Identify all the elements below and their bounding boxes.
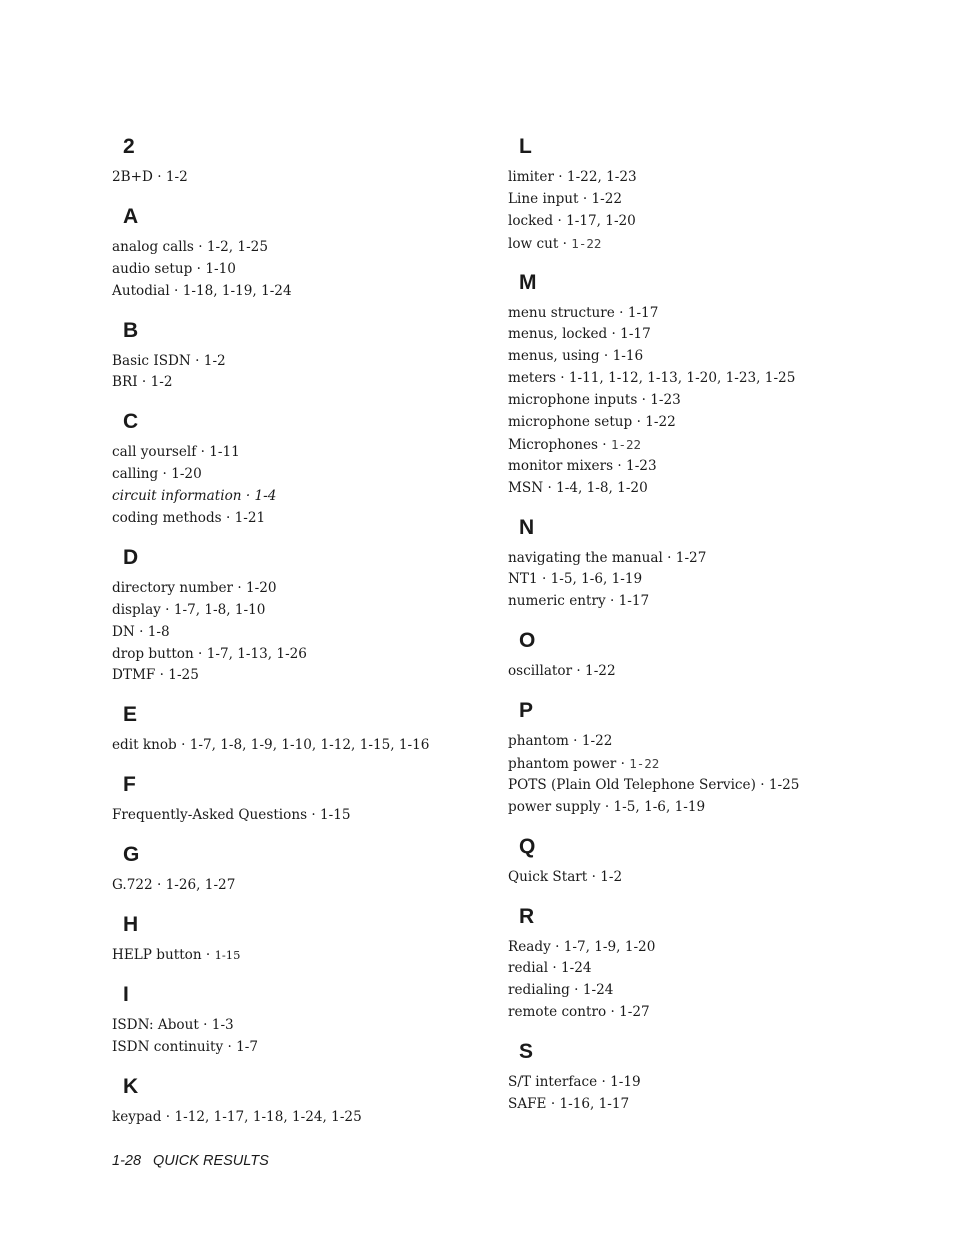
index-entry	[508, 569, 908, 591]
index-page-refs: 1-2	[165, 169, 188, 185]
index-page-refs: 1-25	[768, 776, 800, 793]
index-entry	[508, 661, 908, 683]
index-term: oscillator	[508, 663, 573, 680]
index-letter-heading: R	[519, 904, 535, 928]
index-letter-heading: K	[123, 1074, 139, 1098]
index-page-refs: 1-7, 1-8, 1-10	[173, 601, 266, 618]
index-page-refs: 1-22	[571, 235, 602, 251]
index-letter-heading: S	[519, 1040, 534, 1064]
index-entry-list	[112, 805, 492, 827]
index-entry	[508, 434, 908, 456]
index-term: directory number	[112, 579, 233, 596]
index-entry-list	[112, 1107, 492, 1129]
index-page-refs: 1-16, 1-17	[559, 1096, 630, 1113]
index-page-refs: 1-22	[585, 663, 616, 680]
index-page-refs: 1-17, 1-20	[566, 212, 636, 229]
index-page-refs: 1-4	[254, 488, 277, 505]
index-separator: ·	[223, 1038, 237, 1055]
index-entry	[508, 390, 908, 412]
index-term: microphone inputs	[508, 392, 638, 409]
index-term: redialing	[508, 982, 570, 999]
index-letter-heading: A	[123, 204, 139, 228]
index-entry	[508, 731, 908, 753]
index-separator: ·	[555, 370, 569, 387]
index-page-refs: 1-17	[620, 326, 651, 343]
index-separator: ·	[613, 457, 627, 474]
index-entry	[112, 1015, 492, 1037]
index-separator: ·	[553, 212, 567, 229]
index-term: display	[112, 601, 161, 618]
index-letter-heading: C	[123, 410, 139, 434]
index-page-refs: 1-7	[236, 1038, 259, 1055]
index-term: Quick Start	[508, 868, 588, 885]
index-entry	[508, 753, 908, 775]
index-entry	[508, 867, 908, 889]
index-letter-heading: G	[123, 843, 140, 867]
index-page-refs: 1-27	[675, 549, 707, 566]
index-entry	[112, 464, 492, 486]
footer-title: QUICK RESULTS	[153, 1153, 269, 1169]
index-entry	[112, 442, 492, 464]
index-page-refs: 1-19	[610, 1074, 641, 1091]
index-letter-heading: H	[123, 913, 139, 937]
index-term: S/T interface	[508, 1074, 598, 1091]
index-entry	[508, 548, 908, 570]
footer-page-number: 1-28	[112, 1153, 142, 1169]
index-entry-list	[112, 578, 492, 687]
index-entry	[112, 1107, 492, 1129]
index-term: calling	[112, 466, 159, 483]
index-term: limiter	[508, 169, 554, 185]
index-page-refs: 1-20	[245, 579, 277, 596]
index-entry	[508, 211, 908, 233]
index-page-refs: 1-23	[626, 457, 657, 474]
index-page-refs: 1-26, 1-27	[165, 877, 236, 894]
index-term: drop button	[112, 645, 194, 662]
index-term: DN	[112, 623, 135, 640]
index-separator: ·	[550, 938, 564, 955]
index-page-refs: 1-17	[627, 304, 659, 321]
index-separator: ·	[568, 733, 582, 750]
index-entry	[112, 578, 492, 600]
index-term: phantom power	[508, 756, 617, 773]
index-page-refs: 1-20	[171, 466, 202, 483]
index-page-refs: 1-7, 1-13, 1-26	[206, 645, 307, 662]
index-term: circuit information	[112, 488, 242, 505]
index-page-refs: 1-3	[211, 1016, 234, 1033]
index-entry	[112, 351, 492, 373]
index-separator: ·	[606, 1004, 620, 1021]
index-entry-list	[508, 548, 908, 614]
index-term: G.722	[112, 877, 153, 894]
index-entry	[508, 958, 908, 980]
index-entry	[508, 775, 908, 797]
index-entry-list	[508, 167, 908, 255]
index-separator: ·	[632, 414, 646, 431]
index-page-refs: 1-24	[582, 982, 614, 999]
index-page-refs: 1-2	[150, 374, 173, 391]
index-letter-heading: B	[123, 318, 139, 342]
index-page-refs: 1-23	[650, 392, 681, 409]
index-entry	[508, 368, 908, 390]
index-term: menus, using	[508, 348, 600, 365]
index-term: ISDN: About	[112, 1016, 199, 1033]
index-page-refs: 1-15	[214, 948, 241, 963]
index-term: POTS (Plain Old Telephone Service)	[508, 776, 756, 793]
index-separator: ·	[134, 623, 148, 640]
index-separator: ·	[158, 466, 172, 483]
index-page-refs: 1-7, 1-8, 1-9, 1-10, 1-12, 1-15, 1-16	[189, 737, 430, 754]
index-term: NT1	[508, 571, 538, 588]
index-term: Autodial	[112, 282, 170, 299]
index-separator: ·	[155, 667, 169, 684]
index-separator: ·	[597, 1074, 611, 1091]
index-separator: ·	[193, 238, 207, 255]
index-entry	[508, 303, 908, 325]
index-term: low cut	[508, 235, 559, 252]
index-term: ISDN continuity	[112, 1038, 224, 1055]
index-entry	[508, 1002, 908, 1024]
index-letter-heading: E	[123, 703, 138, 727]
index-separator: ·	[548, 960, 562, 977]
index-letter-heading: Q	[519, 834, 536, 858]
index-entry	[112, 167, 492, 189]
index-term: monitor mixers	[508, 457, 614, 474]
index-column-right	[508, 133, 908, 1130]
index-page-refs: 1-11, 1-12, 1-13, 1-20, 1-23, 1-25	[568, 370, 796, 387]
index-entry	[112, 508, 492, 530]
index-separator: ·	[193, 645, 207, 662]
index-entry	[508, 1072, 908, 1094]
index-term: menu structure	[508, 304, 615, 321]
index-separator: ·	[160, 601, 174, 618]
index-term: phantom	[508, 733, 569, 750]
index-term: keypad	[112, 1108, 162, 1125]
index-letter-heading: M	[519, 270, 537, 294]
index-term: meters	[508, 370, 556, 387]
index-term: DTMF	[112, 667, 156, 684]
index-separator: ·	[614, 304, 628, 321]
index-separator: ·	[600, 798, 614, 815]
index-page-refs: 1-27	[619, 1004, 650, 1021]
index-entry-list	[112, 442, 492, 530]
index-letter-heading: L	[519, 135, 532, 158]
index-entry-list	[112, 351, 492, 395]
index-separator: ·	[537, 571, 551, 588]
index-separator: ·	[152, 169, 166, 185]
index-separator: ·	[755, 776, 769, 793]
index-entry	[508, 412, 908, 434]
index-term: Ready	[508, 938, 551, 955]
index-entry	[508, 1094, 908, 1116]
index-page-refs: 1-8	[147, 623, 170, 640]
index-separator: ·	[578, 190, 592, 207]
index-term: coding methods	[112, 510, 222, 527]
index-separator: ·	[616, 756, 630, 773]
index-page-refs: 1-25	[168, 667, 199, 684]
index-term: numeric entry	[508, 593, 606, 610]
index-page-refs: 1-21	[234, 510, 266, 527]
index-separator: ·	[569, 982, 583, 999]
index-letter-heading: D	[123, 545, 139, 569]
index-letter-heading: F	[123, 773, 136, 797]
index-page-refs: 1-5, 1-6, 1-19	[550, 571, 643, 588]
index-page-refs: 1-2	[600, 868, 623, 885]
index-page-refs: 1-22	[645, 414, 676, 431]
index-entry-list	[508, 731, 908, 819]
index-page-refs: 1-12, 1-17, 1-18, 1-24, 1-25	[174, 1108, 362, 1125]
page-footer	[112, 1151, 269, 1171]
index-separator: ·	[190, 352, 204, 369]
index-term: Basic ISDN	[112, 352, 191, 369]
index-separator: ·	[307, 807, 321, 824]
index-separator: ·	[176, 737, 190, 754]
index-separator: ·	[152, 877, 166, 894]
index-page-refs: 1-17	[618, 593, 650, 610]
index-separator: ·	[587, 868, 601, 885]
index-page-refs: 1-22	[581, 733, 613, 750]
index-term: Frequently-Asked Questions	[112, 807, 308, 824]
index-page-refs: 1-2, 1-25	[206, 238, 268, 255]
index-entry	[508, 456, 908, 478]
index-entry-list	[112, 1015, 492, 1059]
index-separator: ·	[607, 326, 621, 343]
index-entry	[508, 937, 908, 959]
index-entry-list	[508, 867, 908, 889]
index-entry	[112, 600, 492, 622]
index-separator: ·	[198, 1016, 212, 1033]
index-entry	[112, 875, 492, 897]
index-entry	[112, 372, 492, 394]
index-term: edit knob	[112, 737, 177, 754]
index-term: audio setup	[112, 260, 193, 277]
index-page-refs: 1-15	[320, 807, 351, 824]
index-page-refs: 1-22, 1-23	[566, 169, 637, 185]
index-entry	[112, 1037, 492, 1059]
index-term: navigating the manual	[508, 549, 663, 566]
index-entry	[508, 324, 908, 346]
index-term: microphone setup	[508, 414, 633, 431]
index-entry	[508, 478, 908, 500]
index-page-refs: 1-10	[205, 260, 236, 277]
index-letter-heading: P	[519, 699, 534, 723]
index-entry-list	[112, 167, 492, 189]
index-separator: ·	[572, 663, 586, 680]
index-separator: ·	[233, 579, 246, 596]
index-entry	[112, 945, 492, 967]
index-separator: ·	[169, 282, 183, 299]
index-separator: ·	[192, 260, 206, 277]
index-separator: ·	[161, 1108, 175, 1125]
index-entry	[112, 622, 492, 644]
index-entry	[508, 797, 908, 819]
index-term: menus, locked	[508, 326, 608, 343]
index-separator: ·	[553, 169, 567, 185]
index-term: MSN	[508, 479, 544, 496]
index-entry	[112, 644, 492, 666]
index-page-refs: 1-2	[203, 352, 226, 369]
index-separator: ·	[201, 947, 215, 964]
index-entry-list	[112, 735, 492, 757]
index-entry	[508, 980, 908, 1002]
index-entry	[112, 237, 492, 259]
index-entry	[112, 486, 492, 508]
index-separator: ·	[241, 488, 255, 505]
index-page-refs: 1-7, 1-9, 1-20	[563, 938, 656, 955]
index-separator: ·	[637, 392, 651, 409]
index-separator: ·	[599, 348, 613, 365]
index-entry-list	[508, 661, 908, 683]
index-separator: ·	[137, 374, 151, 391]
index-entry-list	[508, 1072, 908, 1116]
index-entry	[508, 591, 908, 613]
index-separator: ·	[558, 235, 572, 252]
index-entry	[508, 167, 908, 189]
index-page-refs: 1-16	[612, 348, 644, 365]
index-page-refs: 1-24	[561, 960, 592, 977]
index-term: redial	[508, 960, 549, 977]
index-separator: ·	[605, 593, 619, 610]
index-entry	[112, 665, 492, 687]
index-term: SAFE	[508, 1096, 547, 1113]
index-term: HELP button	[112, 947, 202, 964]
index-column-left	[112, 133, 492, 1143]
index-entry	[112, 805, 492, 827]
index-separator: ·	[196, 444, 210, 461]
index-entry	[508, 189, 908, 211]
index-term: power supply	[508, 798, 601, 815]
index-term: 2B+D	[112, 169, 153, 185]
index-term: BRI	[112, 374, 138, 391]
index-separator: ·	[546, 1096, 560, 1113]
index-term: locked	[508, 212, 554, 229]
index-term: remote contro	[508, 1004, 607, 1021]
index-entry	[508, 346, 908, 368]
index-entry-list	[508, 303, 908, 500]
index-entry-list	[112, 875, 492, 897]
index-term: analog calls	[112, 238, 194, 255]
index-separator: ·	[543, 479, 557, 496]
index-page-refs: 1-22	[629, 756, 660, 772]
index-separator: ·	[597, 436, 611, 453]
index-page-refs: 1-22	[591, 190, 623, 207]
index-entry-list	[112, 237, 492, 303]
index-separator: ·	[221, 510, 235, 527]
index-page-refs: 1-5, 1-6, 1-19	[613, 798, 706, 815]
index-page-refs: 1-4, 1-8, 1-20	[556, 479, 648, 496]
index-entry-list	[508, 937, 908, 1025]
index-page-refs: 1-18, 1-19, 1-24	[182, 282, 292, 299]
index-page-refs: 1-22	[610, 436, 642, 452]
index-term: call yourself	[112, 444, 197, 461]
index-separator: ·	[662, 549, 676, 566]
index-letter-heading: 2	[123, 135, 135, 158]
index-entry	[112, 735, 492, 757]
index-letter-heading: N	[519, 515, 535, 539]
index-entry	[508, 233, 908, 255]
index-entry-list	[112, 945, 492, 967]
index-term: Microphones	[508, 436, 598, 453]
index-term: Line input	[508, 190, 579, 207]
index-entry	[112, 281, 492, 303]
index-letter-heading: O	[519, 629, 536, 653]
index-letter-heading: I	[123, 982, 129, 1006]
index-page-refs: 1-11	[209, 444, 240, 461]
index-entry	[112, 259, 492, 281]
